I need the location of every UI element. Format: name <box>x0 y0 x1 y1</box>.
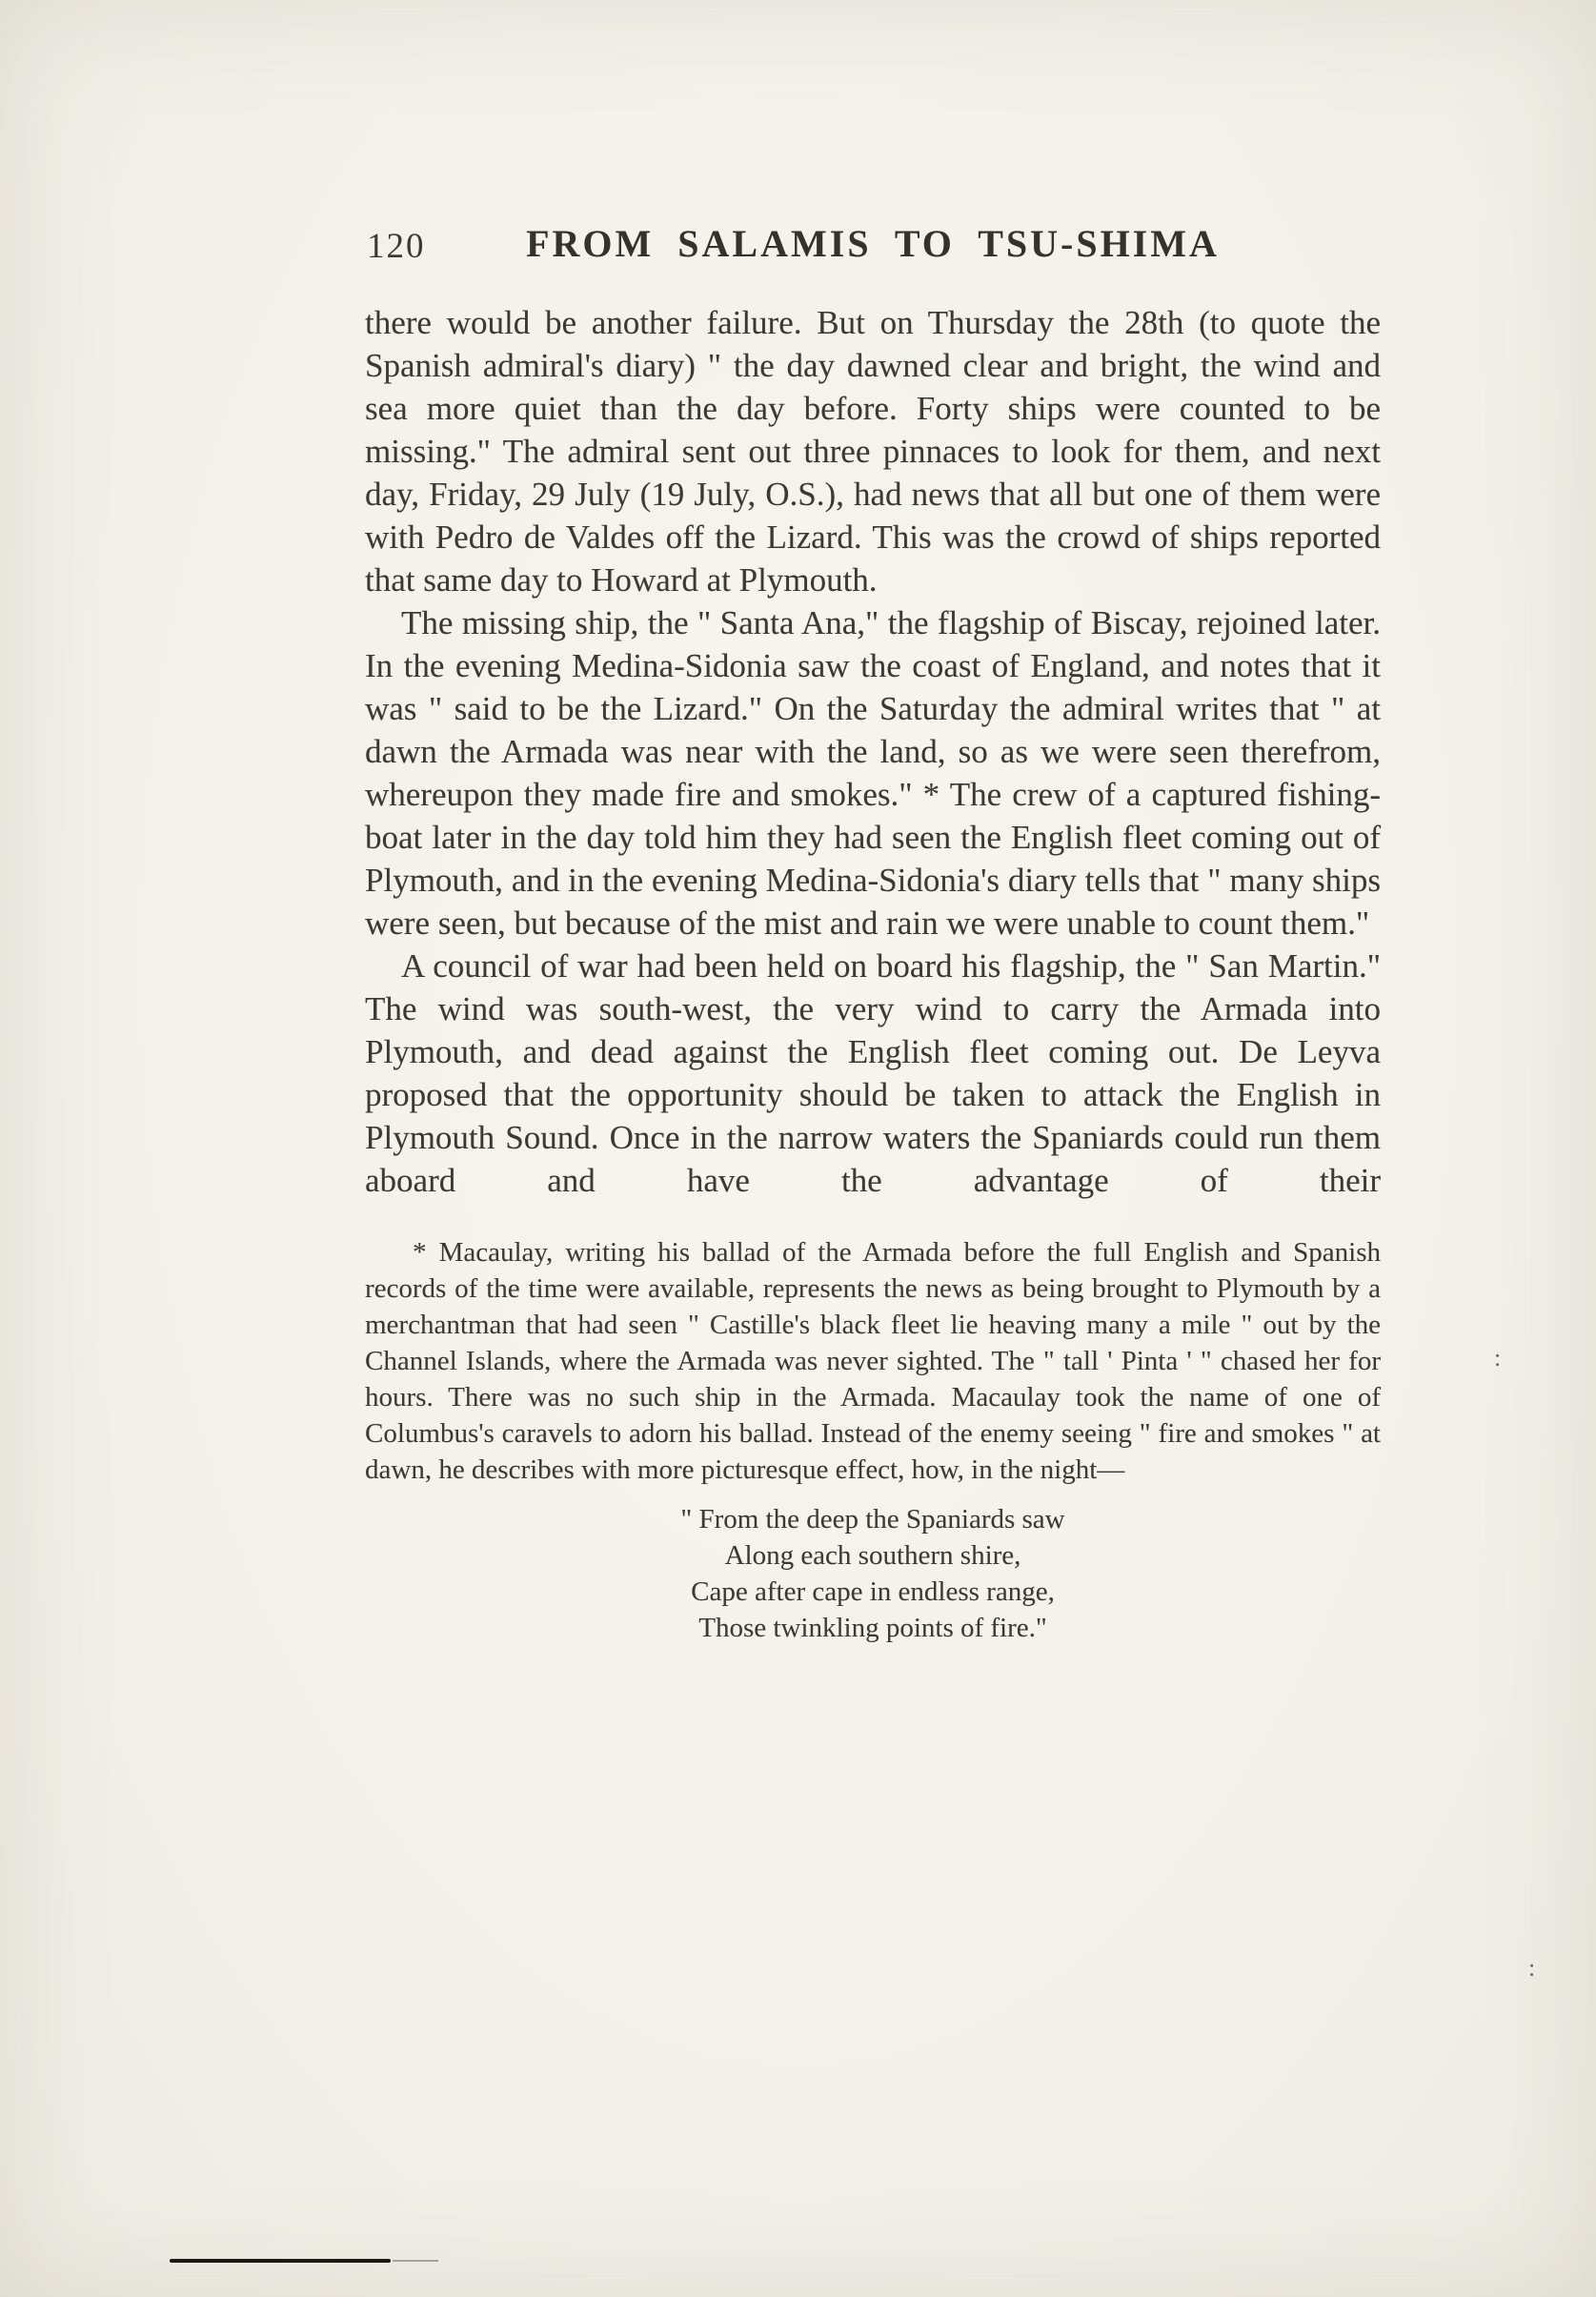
page-number: 120 <box>367 227 426 266</box>
footnote <box>365 1234 1381 1646</box>
poem-line: " From the deep the Spaniards saw <box>680 1504 1065 1535</box>
scan-artifact-line-faint <box>393 2260 438 2262</box>
footnote-poem <box>365 1501 1381 1646</box>
poem-line: Cape after cape in endless range, <box>691 1576 1055 1607</box>
poem-line: Those twinkling points of fire." <box>698 1613 1047 1643</box>
paragraph: The missing ship, the " Santa Ana," the flagship of Biscay, rejoined later. In the evening Medina-Sidonia saw the coast of England, and notes that it was " said to be the Lizard." On the Saturday the admiral writes that " at dawn the Armada was near with the land, so as we were seen therefrom, whereupon they made fire and smokes." * The crew of a captured fishing-boat later in the day told him they had seen the English fleet coming out of Plymouth, and in the evening Medina-Sidonia's diary tells that " many ships were seen, but because of the mist and rain we were unable to count them." <box>365 604 1381 942</box>
text-block <box>365 221 1381 1646</box>
running-title: FROM SALAMIS TO TSU-SHIMA <box>526 222 1220 265</box>
scan-speck: : <box>1528 1954 1536 1982</box>
page-header <box>365 221 1381 274</box>
paragraph: A council of war had been held on board his flagship, the " San Martin." The wind was south-west, the very wind to carry the Armada into Plymouth, and dead against the English fleet coming out. De Leyva proposed that the opportunity should be taken to attack the English in Plymouth Sound. Once in the narrow waters the Spaniards could run them aboard and have the advantage of their <box>365 947 1381 1199</box>
poem-line: Along each southern shire, <box>724 1540 1021 1571</box>
paragraph: there would be another failure. But on Thursday the 28th (to quote the Spanish admiral's diary) " the day dawned clear and bright, the wind and sea more quiet than the day before. Forty ships were counted to be missing." The admiral sent out three pinnaces to look for them, and next day, Friday, 29 July (19 July, O.S.), had news that all but one of them were with Pedro de Valdes off the Lizard. This was the crowd of ships reported that same day to Howard at Plymouth. <box>365 304 1381 599</box>
body-text <box>365 301 1381 1202</box>
footnote-text: * Macaulay, writing his ballad of the Armada before the full English and Spanish records of the time were available, represents the news as being brought to Plymouth by a merchantman that had seen " Castille's black fleet lie heaving many a mile " out by the Channel Islands, where the Armada was never sighted. The " tall ' Pinta ' " chased her for hours. There was no such ship in the Armada. Macaulay took the name of one of Columbus's caravels to adorn his ballad. Instead of the enemy seeing " fire and smokes " at dawn, he describes with more picturesque effect, how, in the night— <box>365 1237 1381 1485</box>
scan-speck: : <box>1494 1344 1502 1372</box>
scan-artifact-line <box>170 2259 391 2263</box>
